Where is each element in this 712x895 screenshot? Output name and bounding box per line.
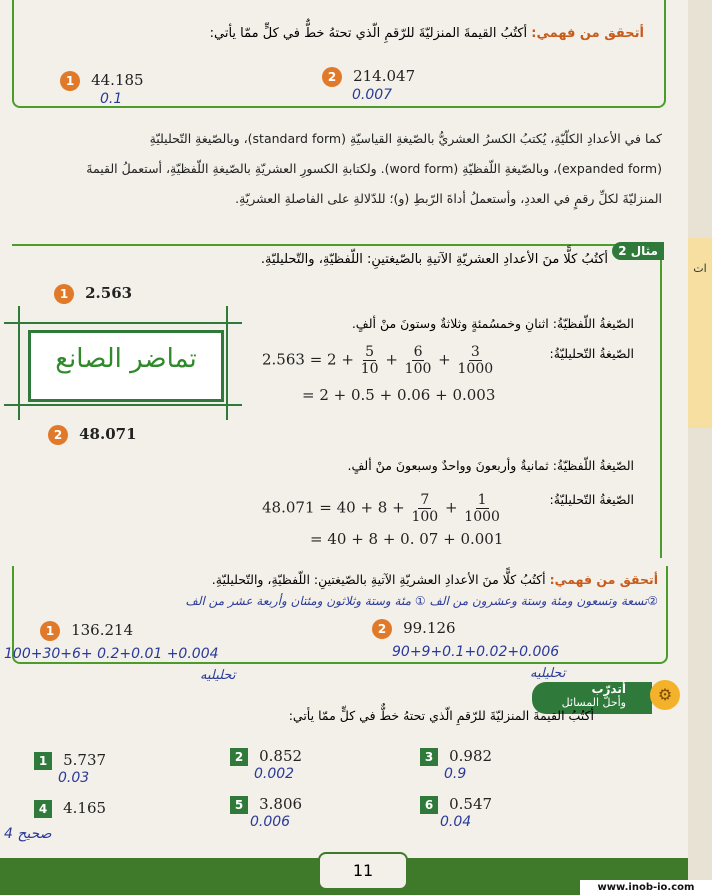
example-item-2-word — [214, 458, 634, 473]
example-item-1-number — [54, 283, 132, 304]
check2-handwritten-words: ②تسعة وتسعون ومئة وستة وعشرون من الف ① مئة وستة وثلاثون ومئتان وأربعة عشر من الف — [185, 594, 658, 608]
example-instruction: أكتُبُ كلًّا منَ الأعدادِ العشريّةِ الآتيةِ بالصّيغتينِ: اللّفظيّةِ، والتّحليليّةِ. — [260, 252, 608, 267]
practice-item-6 — [420, 794, 492, 830]
handwritten-answer: 0.04 — [440, 814, 472, 830]
item-badge: 1 — [60, 71, 80, 91]
practice-item-2 — [230, 746, 302, 782]
check2-instruction: أكتُبُ كلًّا منَ الأعدادِ العشريّةِ الآتيةِ بالصّيغتينِ: اللّفظيّةِ، والتّحليليّةِ. — [211, 572, 546, 587]
example-item-1-line2: = 2 + 0.5 + 0.06 + 0.003 — [302, 386, 496, 404]
practice-tag-sub: وأحلّ المسائل — [561, 696, 626, 709]
item-badge: 1 — [54, 284, 74, 304]
practice-instruction: أكتُبُ القيمةَ المنزليّةَ للرّقمِ الّذي تحتهُ خطٌّ في كلٍّ ممّا يأتي: — [288, 708, 594, 723]
adjacent-page-tab — [688, 238, 712, 428]
handwritten-answer: 0.006 — [250, 814, 291, 830]
check1-heading-row — [24, 26, 644, 41]
gear-icon: ⚙ — [650, 680, 680, 710]
check2-item-1-work: 100+30+6+ 0.2+0.01 +0.004 — [4, 646, 219, 662]
item-number: 2.563 — [85, 284, 133, 302]
check2-item-2-work: 90+9+0.1+0.02+0.006 — [392, 644, 560, 660]
item-value: 136.214 — [71, 621, 134, 639]
expanded-form-label-2: الصّيغةُ التّحليليّةُ: — [549, 492, 634, 507]
example-item-2-number — [48, 424, 137, 445]
check1-item-1 — [60, 70, 144, 107]
check1-instruction: أكتُبُ القيمةَ المنزليّةَ للرّقمِ الّذي تحتهُ خطٌّ في كلٍّ ممّا يأتي: — [209, 26, 528, 41]
item-badge: 4 — [34, 800, 52, 818]
item-badge: 1 — [34, 752, 52, 770]
equation-lhs: 48.071 = 40 + 8 + — [262, 498, 405, 517]
example-item-2-equation: 48.071 = 40 + 8 + $\frac{7}{100}$ + $\frac{1}{1000}$ — [262, 492, 500, 525]
practice-item-4 — [34, 798, 106, 818]
paragraph-line-3: المنزليّةَ لكلِّ رقمٍ في العددِ، وأستعملُ أداةَ الرّبطِ (و)؛ للدّلالةِ على الفاصلةِ العشريّةِ. — [235, 191, 662, 206]
check1-item-2 — [322, 66, 415, 103]
item-value: 5.737 — [63, 751, 107, 769]
item-badge: 1 — [40, 621, 60, 641]
check2-item-1 — [40, 620, 133, 641]
check2-item-1-note: تحليليه — [200, 668, 236, 683]
handwritten-answer: 0.002 — [254, 766, 295, 782]
example-tag: مثال 2 — [612, 242, 664, 260]
item-value: 3.806 — [259, 795, 303, 813]
handwritten-answer: 0.9 — [444, 766, 467, 782]
fraction: $\frac{1}{1000}$ — [464, 492, 500, 525]
item-number: 48.071 — [79, 425, 137, 443]
equation-lhs: 2.563 = 2 + — [262, 350, 354, 369]
item-badge: 2 — [322, 67, 342, 87]
example-item-1-equation: 2.563 = 2 + $\frac{5}{10}$ + $\frac{6}{100}$ + $\frac{3}{1000}$ — [262, 344, 494, 377]
item-badge: 3 — [420, 748, 438, 766]
item-value: 0.982 — [449, 747, 493, 765]
item-badge: 6 — [420, 796, 438, 814]
item-badge: 2 — [230, 748, 248, 766]
check2-heading: أتحقق من فهمي: — [549, 572, 658, 587]
watermark-text: تماضر الصانع — [55, 344, 197, 374]
practice-item-1 — [34, 750, 106, 786]
item-value: 0.547 — [449, 795, 493, 813]
check2-heading-row — [18, 572, 658, 587]
check2-item-2-note: تحليليه — [530, 666, 566, 681]
item-badge: 2 — [48, 425, 68, 445]
handwritten-answer: 0.007 — [352, 87, 393, 103]
practice-item-3 — [420, 746, 492, 782]
practice-item-4-answer: صحيح 4 — [4, 826, 52, 842]
practice-item-5 — [230, 794, 302, 830]
item-badge: 2 — [372, 619, 392, 639]
handwritten-answer: 0.03 — [58, 770, 90, 786]
practice-tag-label: أتدرّب — [591, 682, 626, 696]
paragraph-line-1: كما في الأعدادِ الكلّيّةِ، يُكتبُ الكسرُ العشريُّ بالصّيغةِ القياسيّةِ (standard form)، وبالصّيغةِ التّحليليّةِ — [149, 131, 662, 146]
fraction: $\frac{3}{1000}$ — [457, 344, 494, 377]
site-url: www.inob-io.com — [580, 880, 712, 895]
word-form-text: اثنانِ وخمسُمئةٍ وثلاثةٌ وستونَ منْ ألفٍ. — [351, 316, 549, 331]
watermark-stamp — [4, 306, 242, 420]
check2-item-2 — [372, 618, 456, 639]
word-form-text: ثمانيةٌ وأربعونَ وواحدٌ وسبعونَ منْ ألفٍ. — [347, 458, 549, 473]
item-value: 44.185 — [91, 71, 144, 89]
fraction: $\frac{5}{10}$ — [360, 344, 379, 377]
item-value: 214.047 — [353, 67, 416, 85]
paragraph-line-2: (expanded form)، وبالصّيغةِ اللّفظيّةِ (word form). ولكتابةِ الكسورِ العشريّةِ بالصّيغةِ اللّفظيّةِ، أستعملُ القيمةَ — [86, 161, 662, 176]
word-form-label: الصّيغةُ اللّفظيّةُ: — [552, 458, 634, 473]
intro-paragraph — [22, 124, 662, 214]
check1-heading: أتحقق من فهمي: — [531, 26, 644, 41]
word-form-label: الصّيغةُ اللّفظيّةُ: — [552, 316, 634, 331]
item-value: 0.852 — [259, 747, 303, 765]
item-value: 99.126 — [403, 619, 456, 637]
page-number: 11 — [318, 852, 408, 890]
example-item-2-line2: = 40 + 8 + 0. 07 + 0.001 — [310, 530, 504, 548]
fraction: $\frac{6}{100}$ — [404, 344, 432, 377]
side-tab-label: ات — [693, 262, 707, 275]
item-value: 4.165 — [63, 799, 107, 817]
handwritten-answer: 0.1 — [100, 91, 123, 107]
example-item-1-word — [234, 316, 634, 331]
expanded-form-label-1: الصّيغةُ التّحليليّةُ: — [549, 346, 634, 361]
adjacent-page-edge — [688, 0, 712, 895]
fraction: $\frac{7}{100}$ — [411, 492, 439, 525]
item-badge: 5 — [230, 796, 248, 814]
